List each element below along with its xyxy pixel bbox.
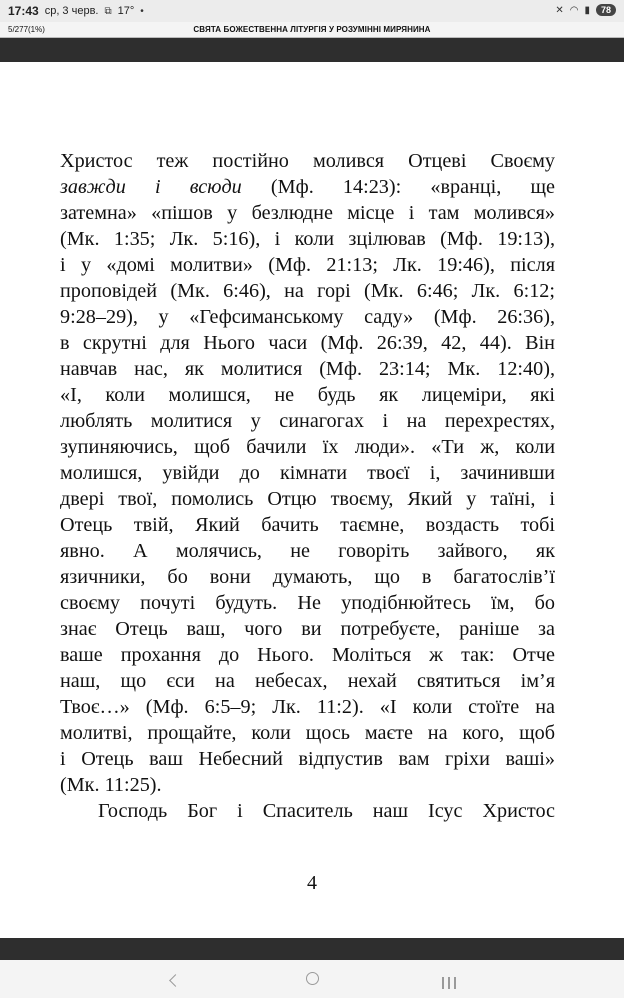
bottom-border-band [0,938,624,960]
italic-phrase: завжди і всюди [60,176,242,198]
text-line: Отець твій, Який бачить таємне, воздасть тобі [60,514,555,536]
text-line: своєму почуті будуть. Не уподібнюйтесь їм, бо [60,592,555,614]
text-line: (Мк. 1:35; Лк. 5:16), і коли зцілював (Мф. 19:13), [60,228,555,250]
text-line: Господь Бог і Спаситель наш Ісус Христос [98,800,555,822]
text-line: і Отець ваш Небесний відпустив вам гріхи ваші» [60,748,555,770]
page-number: 4 [307,872,317,894]
text-line: «І, коли молишся, не будь як лицеміри, які [60,384,555,406]
text-line: наш, що єси на небесах, нехай святиться ім’я [60,670,555,692]
page-text[interactable] [60,148,555,824]
text-line: 9:28–29), у «Гефсиманському саду» (Мф. 26:36), [60,306,555,328]
chevron-left-icon [169,974,182,987]
text-line: двері твої, помолись Отцю твоєму, Який у таїні, і [60,488,555,510]
mute-icon: ✕ [555,4,564,16]
text-line: язичники, бо вони думають, що в багатослів’ї [60,566,555,588]
recents-bars-icon [440,972,458,994]
wifi-icon: ◠ [569,4,579,16]
signal-icon: ▮ [584,4,590,16]
text-line: Христос теж постійно молився Отцеві Своєму [60,150,555,172]
text-line [60,174,555,200]
book-title: СВЯТА БОЖЕСТВЕННА ЛІТУРГІЯ У РОЗУМІННІ МИРЯНИНА [193,25,431,34]
page-indicator: 5/277(1%) [8,25,45,34]
text-line: Твоє…» (Мф. 6:5–9; Лк. 11:2). «І коли стоїте на [60,696,555,718]
battery-icon: 78 [596,4,616,16]
dot-icon: • [140,5,144,17]
text-line: молишся, увійди до кімнати твоєї і, зачинивши [60,462,555,484]
text-line: в скрутні для Нього часи (Мф. 26:39, 42, 44). Він [60,332,555,354]
text-line: явно. А молячись, не говоріть зайвого, як [60,540,555,562]
temperature: 17° [117,5,135,17]
status-left [8,4,144,18]
status-bar [0,0,624,22]
date: ср, 3 черв. [44,5,99,17]
text-line: (Мк. 11:25). [60,774,162,796]
text-line: знає Отець ваш, чого ви потребуєте, раніше за [60,618,555,640]
circle-home-icon [306,972,319,985]
text-line: люблять молитися у синагогах і на перехрестях, [60,410,555,432]
top-border-band [0,38,624,62]
text-fragment: (Мф. 14:23): «вранці, ще [241,176,556,198]
status-right [555,4,616,16]
home-button[interactable] [297,968,327,990]
navigation-bar [0,960,624,998]
screenshot-icon: ⧉ [104,5,112,17]
reader-info-bar [0,22,624,38]
text-line: і у «домі молитви» (Мф. 21:13; Лк. 19:46), після [60,254,555,276]
text-line: навчав нас, як молитися (Мф. 23:14; Мк. 12:40), [60,358,555,380]
text-line: проповідей (Мк. 6:46), на горі (Мк. 6:46; Лк. 6:12; [60,280,555,302]
recents-button[interactable] [434,968,464,990]
back-button[interactable] [160,968,190,990]
text-line: затемна» «пішов у безлюдне місце і там молився» [60,202,555,224]
text-line: молитві, прощайте, коли щось маєте на кого, щоб [60,722,555,744]
text-line: ваше прохання до Нього. Моліться ж так: Отче [60,644,555,666]
clock: 17:43 [8,4,39,18]
text-line: зупиняючись, щоб бачили їх люди». «Ти ж, коли [60,436,555,458]
